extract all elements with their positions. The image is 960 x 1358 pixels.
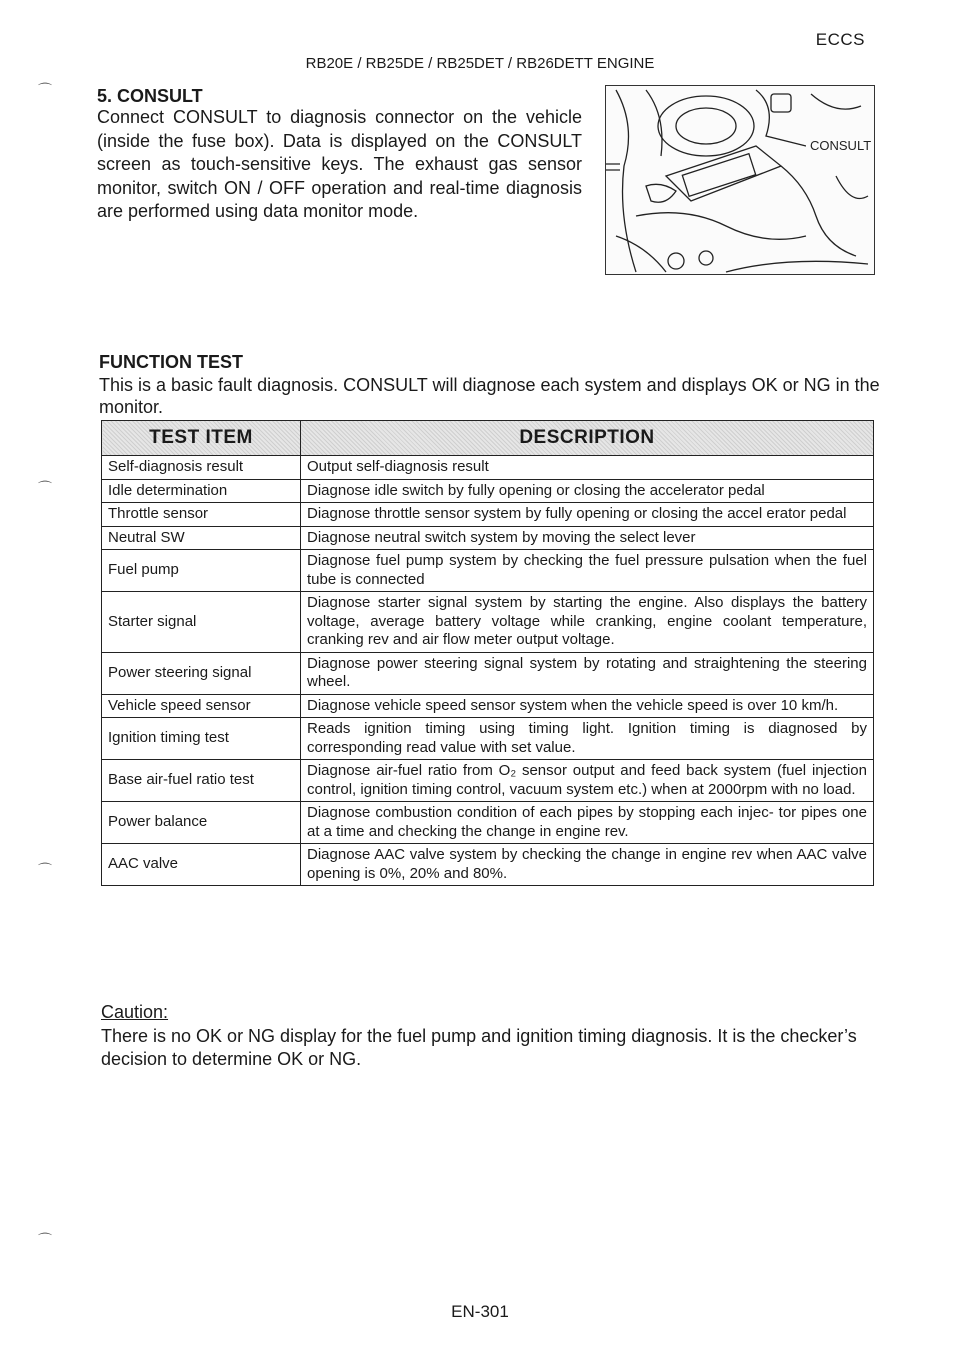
table-row [102, 526, 874, 550]
margin-mark: ⌒ [38, 480, 52, 496]
figure-label: CONSULT [810, 138, 872, 153]
margin-mark: ⌒ [38, 1232, 52, 1248]
test-item: Power steering signal [102, 652, 301, 694]
margin-mark: ⌒ [38, 82, 52, 98]
test-item: Vehicle speed sensor [102, 694, 301, 718]
dashboard-drawing-icon [606, 86, 874, 274]
test-description: Diagnose throttle sensor system by fully opening or closing the accel erator pedal [301, 503, 874, 527]
table-row [102, 479, 874, 503]
consult-illustration [605, 85, 875, 275]
table-row [102, 592, 874, 653]
test-item: Idle determination [102, 479, 301, 503]
table-row [102, 844, 874, 886]
consult-body: Connect CONSULT to diagnosis connector on the vehicle (inside the fuse box). Data is displayed on the CONSULT screen as touch-sensitive keys. The exhaust gas sensor monitor, switch ON / OFF operation and real-time diagnosis are performed using data monitor mode. [97, 107, 582, 221]
test-item: Ignition timing test [102, 718, 301, 760]
table-row [102, 456, 874, 480]
test-item: Starter signal [102, 592, 301, 653]
table-row [102, 802, 874, 844]
test-description: Diagnose combustion condition of each pipes by stopping each injec- tor pipes one at a time and checking the change in engine rev. [301, 802, 874, 844]
test-item: Throttle sensor [102, 503, 301, 527]
test-description: Reads ignition timing using timing light. Ignition timing is diagnosed by corresponding read value with set value. [301, 718, 874, 760]
function-test-table [101, 420, 874, 886]
function-test-body: This is a basic fault diagnosis. CONSULT will diagnose each system and displays OK or NG in the monitor. [99, 375, 880, 417]
test-description: Diagnose AAC valve system by checking the change in engine rev when AAC valve opening is 0%, 20% and 80%. [301, 844, 874, 886]
engine-header: RB20E / RB25DE / RB25DET / RB26DETT ENGINE [305, 55, 655, 72]
table-row [102, 550, 874, 592]
test-item: Neutral SW [102, 526, 301, 550]
section-label: ECCS [815, 30, 865, 49]
test-description: Diagnose fuel pump system by checking the fuel pressure pulsation when the fuel tube is connected [301, 550, 874, 592]
test-item: Fuel pump [102, 550, 301, 592]
header-test-item: TEST ITEM [102, 421, 301, 456]
caution-body: There is no OK or NG display for the fuel pump and ignition timing diagnosis. It is the checker’s decision to determine OK or NG. [101, 1026, 857, 1069]
test-description: Diagnose neutral switch system by moving the select lever [301, 526, 874, 550]
table-row [102, 760, 874, 802]
test-description: Diagnose air-fuel ratio from O₂ sensor output and feed back system (fuel injection control, ignition timing control, vacuum system etc.) when at 2000rpm with no load. [301, 760, 874, 802]
page-number: EN-301 [451, 1302, 509, 1321]
caution-title: Caution: [101, 1002, 169, 1022]
consult-title: 5. CONSULT [97, 86, 203, 106]
header-description: DESCRIPTION [301, 421, 874, 456]
margin-mark: ⌒ [38, 862, 52, 878]
function-test-title: FUNCTION TEST [99, 352, 243, 372]
table-row [102, 503, 874, 527]
table-header-row [102, 421, 874, 456]
test-description: Output self-diagnosis result [301, 456, 874, 480]
test-item: Base air-fuel ratio test [102, 760, 301, 802]
test-item: Power balance [102, 802, 301, 844]
test-item: Self-diagnosis result [102, 456, 301, 480]
test-description: Diagnose starter signal system by starting the engine. Also displays the battery voltage, average battery voltage while cranking, engine coolant temperature, cranking rev and air flow meter output voltage. [301, 592, 874, 653]
table-row [102, 694, 874, 718]
table-row [102, 718, 874, 760]
test-item: AAC valve [102, 844, 301, 886]
test-description: Diagnose idle switch by fully opening or closing the accelerator pedal [301, 479, 874, 503]
test-description: Diagnose power steering signal system by rotating and straightening the steering wheel. [301, 652, 874, 694]
table-row [102, 652, 874, 694]
test-description: Diagnose vehicle speed sensor system when the vehicle speed is over 10 km/h. [301, 694, 874, 718]
